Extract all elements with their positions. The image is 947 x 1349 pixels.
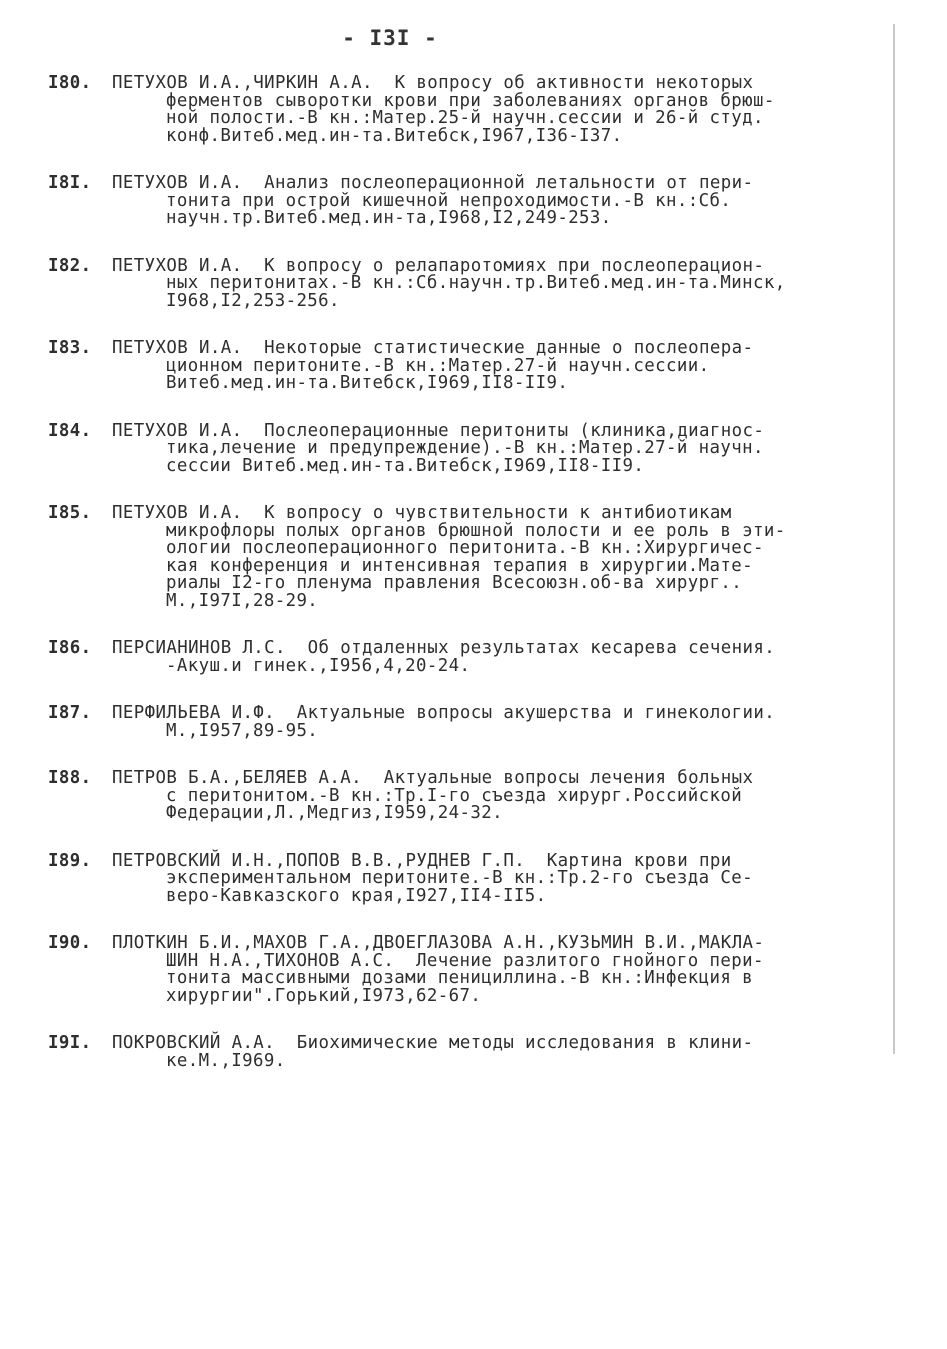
- entry-text-line: ПЕТУХОВ И.А. К вопросу о чувствительности к антибиотикам: [112, 503, 732, 523]
- entry-number: I90.: [48, 933, 92, 953]
- entry-text-line: ПЕТУХОВ И.А. Послеоперационные перитониты (клиника,диагнос-: [112, 420, 765, 441]
- entry-number: I83.: [48, 338, 92, 358]
- entry-text-line: I968,I2,253-256.: [166, 290, 340, 311]
- bibliography-entry: [48, 850, 898, 906]
- bibliography-entry: [48, 420, 898, 476]
- entry-text-line: М.,I97I,28-29.: [166, 590, 319, 611]
- entry-text-line: ПЕТУХОВ И.А. Анализ послеоперационной летальности от пери-: [112, 173, 754, 193]
- entry-text-line: ных перитонитах.-В кн.:Сб.научн.тр.Витеб.мед.ин-та.Минск,: [166, 273, 786, 293]
- entry-text-line: ке.М.,I969.: [166, 1050, 286, 1071]
- entry-text-line: с перитонитом.-В кн.:Тр.I-го съезда хирург.Российской: [166, 785, 743, 806]
- entry-number: I85.: [48, 503, 92, 523]
- bibliography-entry: [48, 505, 898, 610]
- entry-text-line: научн.тр.Витеб.мед.ин-та,I968,I2,249-253.: [166, 208, 612, 228]
- entry-text-line: М.,I957,89-95.: [166, 720, 319, 741]
- entry-text-line: веро-Кавказского края,I927,II4-II5.: [166, 885, 547, 906]
- entry-text-line: ПЕРСИАНИНОВ Л.С. Об отдаленных результатах кесарева сечения.: [112, 638, 776, 658]
- entry-text-line: Федерации,Л.,Медгиз,I959,24-32.: [166, 803, 503, 823]
- bibliography-entry: [48, 1035, 898, 1070]
- entry-text-line: Витеб.мед.ин-та.Витебск,I969,II8-II9.: [166, 373, 569, 393]
- entry-text-line: ПЕТУХОВ И.А. Некоторые статистические данные о послеопера-: [112, 338, 754, 358]
- entry-text-line: ПЛОТКИН Б.И.,МАХОВ Г.А.,ДВОЕГЛАЗОВА А.Н.,КУЗЬМИН В.И.,МАКЛА-: [112, 933, 765, 953]
- entry-text-line: конф.Витеб.мед.ин-та.Витебск,I967,I36-I37.: [166, 125, 623, 146]
- entry-number: I86.: [48, 638, 92, 658]
- entry-text-line: ПЕТРОВСКИЙ И.Н.,ПОПОВ В.В.,РУДНЕВ Г.П. Картина крови при: [112, 850, 732, 871]
- entry-text-line: экспериментальном перитоните.-В кн.:Тр.2-го съезда Се-: [166, 868, 753, 888]
- bibliography-list: [48, 75, 898, 1100]
- entry-text-line: хирургии".Горький,I973,62-67.: [166, 985, 482, 1006]
- entry-number: I87.: [48, 703, 92, 723]
- entry-text-line: ной полости.-В кн.:Матер.25-й научн.сессии и 26-й студ.: [166, 108, 764, 128]
- entry-number: I88.: [48, 768, 92, 788]
- bibliography-entry: [48, 255, 898, 311]
- entry-text-line: ПЕРФИЛЬЕВА И.Ф. Актуальные вопросы акушерства и гинекологии.: [112, 703, 776, 723]
- entry-number: I8I.: [48, 173, 92, 193]
- entry-text-line: ферментов сыворотки крови при заболеваниях органов брюш-: [166, 90, 775, 111]
- entry-text-line: сессии Витеб.мед.ин-та.Витебск,I969,II8-II9.: [166, 455, 645, 476]
- entry-number: I9I.: [48, 1033, 92, 1053]
- entry-text-line: ПЕТУХОВ И.А. К вопросу о релапаротомиях при послеоперацион-: [112, 255, 765, 276]
- bibliography-entry: [48, 705, 898, 740]
- entry-number: I82.: [48, 255, 92, 276]
- entry-text-line: микрофлоры полых органов брюшной полости и ее роль в эти-: [166, 520, 786, 541]
- entry-text-line: ШИН Н.А.,ТИХОНОВ А.С. Лечение разлитого гнойного пери-: [166, 950, 764, 971]
- page-number: - I3I -: [342, 26, 438, 50]
- entry-text-line: ПОКРОВСКИЙ А.А. Биохимические методы исследования в клини-: [112, 1033, 754, 1053]
- entry-text-line: тика,лечение и предупреждение).-В кн.:Матер.27-й научн.: [166, 438, 764, 458]
- entry-number: I84.: [48, 420, 92, 441]
- bibliography-entry: [48, 935, 898, 1005]
- entry-text-line: кая конференция и интенсивная терапия в хирургии.Мате-: [166, 555, 753, 576]
- entry-text-line: ционном перитоните.-В кн.:Матер.27-й научн.сессии.: [166, 355, 710, 376]
- bibliography-entry: [48, 175, 898, 228]
- bibliography-entry: [48, 770, 898, 823]
- entry-text-line: ПЕТУХОВ И.А.,ЧИРКИН А.А. К вопросу об активности некоторых: [112, 73, 754, 93]
- entry-number: I89.: [48, 850, 92, 871]
- entry-text-line: тонита при острой кишечной непроходимости.-В кн.:Сб.: [166, 190, 732, 211]
- entry-text-line: ПЕТРОВ Б.А.,БЕЛЯЕВ А.А. Актуальные вопросы лечения больных: [112, 768, 754, 788]
- entry-text-line: риалы I2-го пленума правления Всесоюзн.об-ва хирург..: [166, 573, 743, 593]
- bibliography-entry: [48, 340, 898, 393]
- entry-text-line: -Акуш.и гинек.,I956,4,20-24.: [166, 655, 471, 676]
- bibliography-entry: [48, 75, 898, 145]
- entry-number: I80.: [48, 73, 92, 93]
- entry-text-line: ологии послеоперационного перитонита.-В кн.:Хирургичес-: [166, 538, 764, 558]
- entry-text-line: тонита массивными дозами пенициллина.-В кн.:Инфекция в: [166, 968, 753, 988]
- bibliography-entry: [48, 640, 898, 675]
